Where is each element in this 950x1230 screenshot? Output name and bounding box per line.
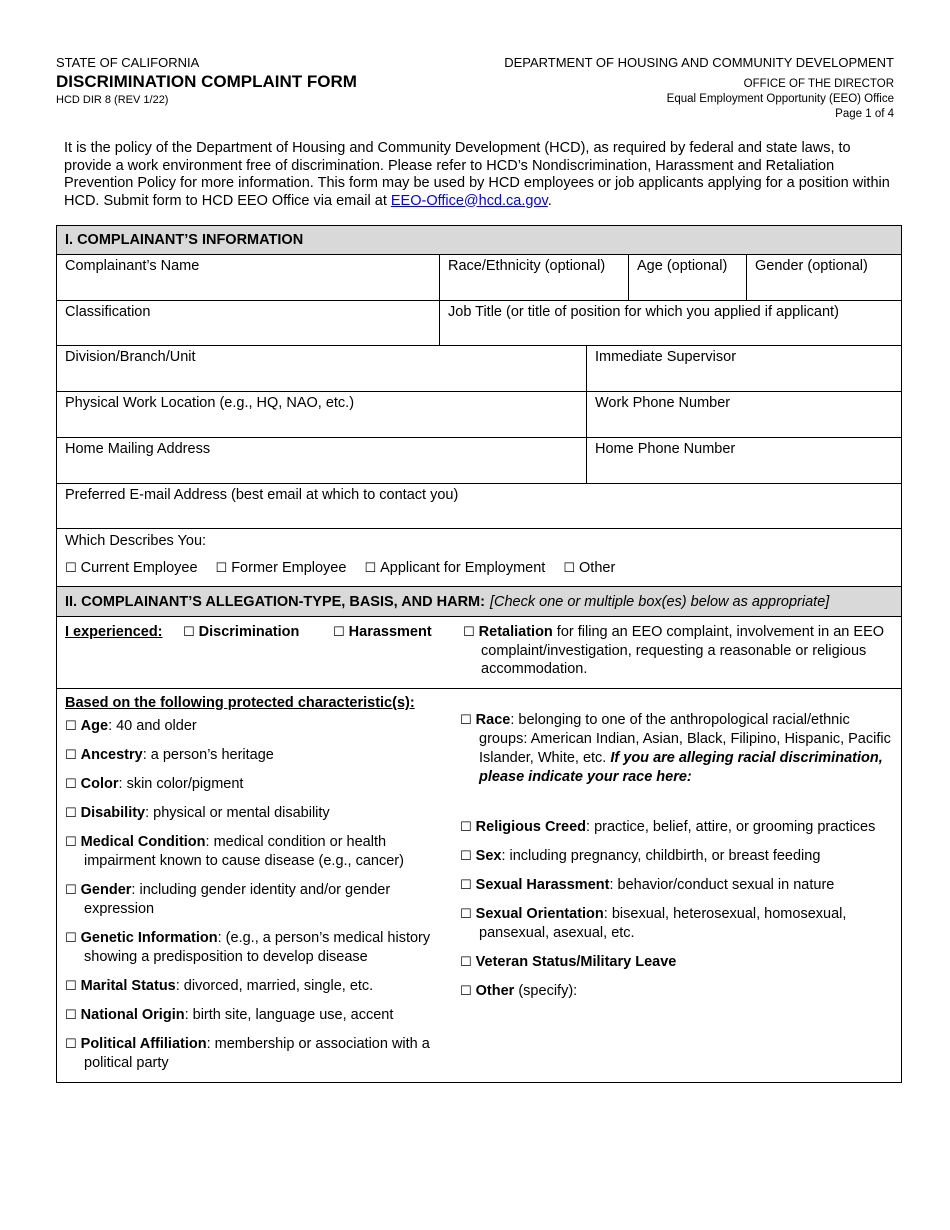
char-term: Race: [475, 712, 511, 728]
age-label: Age (optional): [637, 258, 728, 274]
race-note: If you are alleging racial discrimination, please indicate your race here:: [479, 750, 883, 785]
checkbox-icon[interactable]: ☐: [333, 625, 345, 640]
char-color[interactable]: [65, 775, 460, 794]
char-other[interactable]: [460, 982, 893, 1001]
char-genetic-information[interactable]: [65, 929, 460, 967]
describes-you-label: Which Describes You:: [65, 533, 207, 549]
char-desc: : birth site, language use, accent: [184, 1007, 394, 1023]
characteristics-heading: Based on the following protected characteristic(s):: [65, 695, 415, 711]
retaliation-label: Retaliation: [478, 624, 553, 640]
char-desc: : skin color/pigment: [118, 776, 244, 792]
char-political-affiliation[interactable]: [65, 1035, 460, 1073]
checkbox-icon[interactable]: ☐: [65, 719, 77, 734]
char-desc: (specify):: [514, 983, 578, 999]
checkbox-icon[interactable]: ☐: [460, 955, 472, 970]
option-label: Current Employee: [80, 560, 198, 576]
race-ethnicity-field[interactable]: [440, 255, 629, 300]
header-left: [56, 55, 357, 107]
char-term: Gender: [80, 882, 132, 898]
char-term: Veteran Status/Military Leave: [475, 954, 677, 970]
checkbox-icon[interactable]: ☐: [215, 561, 228, 576]
page-number: Page 1 of 4: [835, 108, 894, 120]
char-term: Sex: [475, 848, 502, 864]
char-term: Sexual Orientation: [475, 906, 604, 922]
option-former-employee[interactable]: [216, 560, 347, 576]
char-term: Color: [80, 776, 119, 792]
checkbox-icon[interactable]: ☐: [65, 748, 77, 763]
policy-end: .: [547, 192, 552, 209]
characteristics-left-column: [65, 694, 460, 1074]
division-field[interactable]: [57, 346, 587, 391]
eeo-email-link[interactable]: EEO-Office@hcd.ca.gov: [390, 192, 548, 209]
char-desc: : behavior/conduct sexual in nature: [609, 877, 835, 893]
row-email: [57, 484, 901, 529]
checkbox-icon[interactable]: ☐: [183, 625, 195, 640]
gender-label: Gender (optional): [755, 258, 868, 274]
checkbox-icon[interactable]: ☐: [460, 820, 472, 835]
classification-field[interactable]: [57, 301, 440, 345]
form-title: DISCRIMINATION COMPLAINT FORM: [56, 72, 357, 91]
complainant-name-label: Complainant’s Name: [65, 258, 200, 274]
checkbox-icon[interactable]: ☐: [65, 1008, 77, 1023]
char-race[interactable]: [460, 711, 893, 787]
option-current-employee[interactable]: [65, 560, 198, 576]
option-other[interactable]: [563, 560, 615, 576]
supervisor-label: Immediate Supervisor: [595, 349, 737, 365]
form-revision: HCD DIR 8 (REV 1/22): [56, 94, 169, 106]
race-ethnicity-label: Race/Ethnicity (optional): [448, 258, 606, 274]
state-label: STATE OF CALIFORNIA: [56, 55, 200, 70]
retaliation-option[interactable]: [463, 623, 893, 682]
office-name: OFFICE OF THE DIRECTOR: [743, 78, 894, 90]
discrimination-label: Discrimination: [198, 624, 300, 640]
char-term: National Origin: [80, 1007, 185, 1023]
char-national-origin[interactable]: [65, 1006, 460, 1025]
harassment-option[interactable]: [333, 623, 463, 682]
complainant-name-field[interactable]: [57, 255, 440, 300]
harassment-label: Harassment: [348, 624, 432, 640]
char-term: Genetic Information: [80, 930, 218, 946]
checkbox-icon[interactable]: ☐: [65, 979, 77, 994]
char-ancestry[interactable]: [65, 746, 460, 765]
row-work-location: [57, 392, 901, 438]
checkbox-icon[interactable]: ☐: [463, 625, 475, 640]
department-name: DEPARTMENT OF HOUSING AND COMMUNITY DEVELOPMENT: [504, 55, 894, 70]
char-term: Disability: [80, 805, 146, 821]
option-label: Former Employee: [231, 560, 347, 576]
row-classification: [57, 301, 901, 346]
email-label: Preferred E-mail Address (best email at which to contact you): [65, 487, 459, 503]
char-sex[interactable]: [460, 847, 893, 866]
home-address-field[interactable]: [57, 438, 587, 483]
checkbox-icon[interactable]: ☐: [65, 835, 77, 850]
char-veteran-status[interactable]: [460, 953, 893, 972]
checkbox-icon[interactable]: ☐: [460, 907, 472, 922]
section1-header: [57, 226, 901, 255]
char-medical-condition[interactable]: [65, 833, 460, 871]
checkbox-icon[interactable]: ☐: [460, 713, 472, 728]
char-desc: : including pregnancy, childbirth, or breast feeding: [501, 848, 821, 864]
option-applicant[interactable]: [364, 560, 545, 576]
discrimination-option[interactable]: [183, 623, 333, 682]
row-name: [57, 255, 901, 301]
checkbox-icon[interactable]: ☐: [563, 561, 576, 576]
section1-title: I. COMPLAINANT’S INFORMATION: [65, 232, 304, 248]
characteristics-right-column: [460, 694, 893, 1074]
job-title-field[interactable]: [440, 301, 901, 345]
char-desc: : 40 and older: [108, 718, 197, 734]
char-religious-creed[interactable]: [460, 818, 893, 837]
job-title-label: Job Title (or title of position for which you applied if applicant): [448, 304, 839, 320]
eeo-office-name: Equal Employment Opportunity (EEO) Office: [666, 93, 894, 105]
checkbox-icon[interactable]: ☐: [65, 561, 77, 576]
section2-header: [57, 587, 901, 617]
char-sexual-harassment[interactable]: [460, 876, 893, 895]
char-term: Other: [475, 983, 515, 999]
char-desc: : medical condition or health impairment known to cause disease (e.g., cancer): [84, 834, 404, 869]
option-label: Applicant for Employment: [380, 560, 546, 576]
work-location-label: Physical Work Location (e.g., HQ, NAO, etc.): [65, 395, 355, 411]
char-desc: : (e.g., a person’s medical history showing a predisposition to develop disease: [84, 930, 431, 965]
char-term: Ancestry: [80, 747, 143, 763]
section2-title: II. COMPLAINANT’S ALLEGATION-TYPE, BASIS, AND HARM:: [65, 593, 485, 610]
home-phone-field[interactable]: [587, 438, 901, 483]
char-disability[interactable]: [65, 804, 460, 823]
row-home-address: [57, 438, 901, 484]
row-division: [57, 346, 901, 392]
char-desc: : belonging to one of the anthropological racial/ethnic groups: American Indian, Asian, Black, Filipino, Hispanic, Pacific Islander, White, etc.: [479, 712, 891, 766]
gender-field[interactable]: [747, 255, 901, 300]
classification-label: Classification: [65, 304, 151, 320]
email-field[interactable]: [57, 484, 901, 528]
describes-you-group: [57, 529, 901, 587]
home-address-label: Home Mailing Address: [65, 441, 211, 457]
policy-statement: [64, 140, 894, 210]
division-label: Division/Branch/Unit: [65, 349, 196, 365]
checkbox-icon[interactable]: ☐: [65, 777, 77, 792]
char-age[interactable]: [65, 717, 460, 736]
checkbox-icon[interactable]: ☐: [460, 849, 472, 864]
option-label: Other: [579, 560, 616, 576]
char-term: Marital Status: [80, 978, 176, 994]
describes-you-options: [65, 560, 893, 577]
char-desc: : including gender identity and/or gender expression: [84, 882, 391, 917]
work-phone-label: Work Phone Number: [595, 395, 731, 411]
header-right: [504, 55, 894, 122]
characteristics-area: [57, 689, 901, 1082]
supervisor-field[interactable]: [587, 346, 901, 391]
char-desc: : a person’s heritage: [142, 747, 274, 763]
char-desc: : divorced, married, single, etc.: [175, 978, 374, 994]
complaint-form: [56, 225, 902, 1083]
char-gender[interactable]: [65, 881, 460, 919]
checkbox-icon[interactable]: ☐: [65, 931, 77, 946]
policy-text: It is the policy of the Department of Housing and Community Development (HCD), as required by federal and state laws, to provide a work environment free of discrimination. Please refer to HCD’s Nondiscrimination, Harassment and Retaliation Prevention Policy for more information. This form may be used by HCD employees or job applicants applying for a position within HCD. Submit form to HCD EEO Office via email at: [64, 140, 890, 209]
char-term: Religious Creed: [475, 819, 587, 835]
checkbox-icon[interactable]: ☐: [364, 561, 377, 576]
char-desc: : membership or association with a political party: [84, 1036, 430, 1071]
char-marital-status[interactable]: [65, 977, 460, 996]
checkbox-icon[interactable]: ☐: [460, 984, 472, 999]
work-location-field[interactable]: [57, 392, 587, 437]
retaliation-desc: for filing an EEO complaint, involvement in an EEO complaint/investigation, requesting a reasonable or religious accommodation.: [481, 624, 885, 677]
experienced-row: [57, 617, 901, 689]
char-sexual-orientation[interactable]: [460, 905, 893, 943]
age-field[interactable]: [629, 255, 747, 300]
home-phone-label: Home Phone Number: [595, 441, 736, 457]
work-phone-field[interactable]: [587, 392, 901, 437]
char-term: Sexual Harassment: [475, 877, 610, 893]
checkbox-icon[interactable]: ☐: [460, 878, 472, 893]
char-desc: : physical or mental disability: [145, 805, 330, 821]
char-desc: : bisexual, heterosexual, homosexual, pansexual, asexual, etc.: [479, 906, 847, 941]
section2-note: [Check one or multiple box(es) below as appropriate]: [489, 593, 830, 610]
char-term: Medical Condition: [80, 834, 206, 850]
char-desc: : practice, belief, attire, or grooming practices: [586, 819, 876, 835]
char-term: Age: [80, 718, 109, 734]
checkbox-icon[interactable]: ☐: [65, 806, 77, 821]
experienced-label: I experienced:: [65, 624, 163, 640]
char-term: Political Affiliation: [80, 1036, 207, 1052]
checkbox-icon[interactable]: ☐: [65, 1037, 77, 1052]
checkbox-icon[interactable]: ☐: [65, 883, 77, 898]
